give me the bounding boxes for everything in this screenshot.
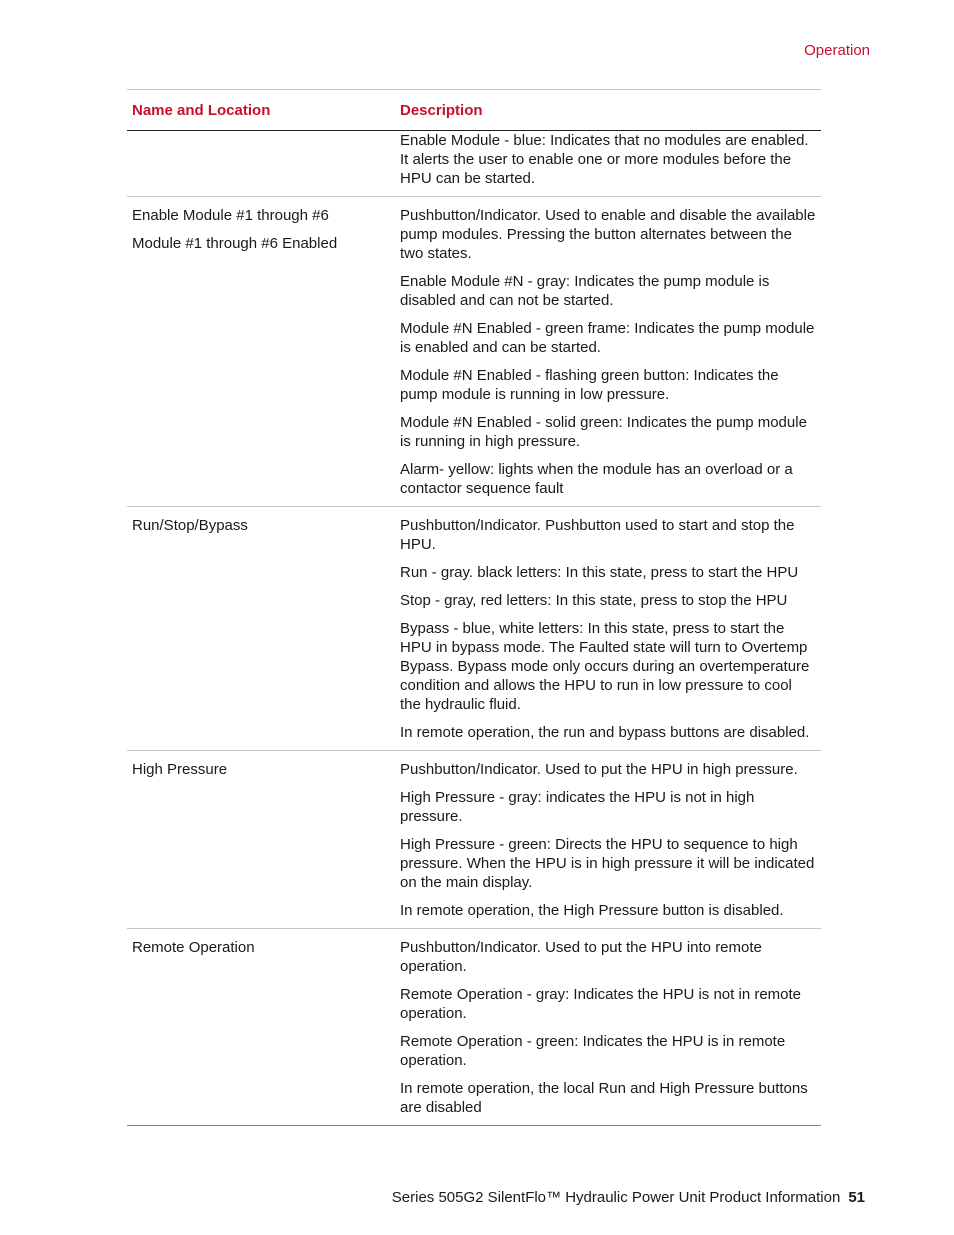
table-row: [127, 507, 821, 751]
table-row: [127, 929, 821, 1126]
control-name: Run/Stop/Bypass: [132, 517, 248, 534]
description-paragraph: High Pressure - green: Directs the HPU to sequence to high pressure. When the HPU is in high pressure it will be indicated on the main display.: [400, 836, 815, 891]
description-paragraph: Bypass - blue, white letters: In this state, press to start the HPU in bypass mode. The Faulted state will turn to Overtemp Bypass. Bypass mode only occurs during an overtemperature condition and allows the HPU to run in low pressure to cool the hydraulic fluid.: [400, 620, 810, 713]
description-cell: [395, 131, 821, 197]
description-paragraph: Alarm- yellow: lights when the module has an overload or a contactor sequence fault: [400, 461, 793, 497]
table-row: [127, 197, 821, 507]
description-paragraph: In remote operation, the run and bypass buttons are disabled.: [400, 724, 810, 741]
description-paragraph: Run - gray. black letters: In this state, press to start the HPU: [400, 564, 799, 581]
description-paragraph: Stop - gray, red letters: In this state, press to stop the HPU: [400, 592, 788, 609]
description-paragraph: Enable Module - blue: Indicates that no modules are enabled. It alerts the user to enable one or more modules before the HPU can be started.: [400, 132, 809, 187]
footer-title: Series 505G2 SilentFlo™ Hydraulic Power Unit Product Information: [391, 1189, 841, 1206]
description-paragraph: Pushbutton/Indicator. Used to put the HPU in high pressure.: [400, 761, 798, 778]
name-cell: [127, 507, 395, 751]
description-paragraph: Pushbutton/Indicator. Used to enable and disable the available pump modules. Pressing the button alternates between the two states.: [400, 207, 816, 262]
name-cell: [127, 929, 395, 1126]
name-cell: [127, 197, 395, 507]
description-paragraph: Module #N Enabled - green frame: Indicates the pump module is enabled and can be started.: [400, 320, 815, 356]
control-name: Module #1 through #6 Enabled: [132, 235, 338, 252]
description-cell: [395, 929, 821, 1126]
control-name: Enable Module #1 through #6: [132, 207, 329, 224]
description-cell: [395, 507, 821, 751]
description-cell: [395, 751, 821, 929]
description-paragraph: Enable Module #N - gray: Indicates the pump module is disabled and can not be started.: [400, 273, 770, 309]
description-paragraph: In remote operation, the local Run and High Pressure buttons are disabled: [400, 1080, 808, 1116]
column-header-description: Description: [395, 90, 821, 131]
page-footer: [392, 1189, 865, 1206]
description-paragraph: Remote Operation - green: Indicates the HPU is in remote operation.: [400, 1033, 786, 1069]
description-paragraph: Module #N Enabled - flashing green button: Indicates the pump module is running in low pressure.: [400, 367, 779, 403]
name-cell: [127, 131, 395, 197]
table-header-row: [127, 90, 821, 131]
table-row: [127, 751, 821, 929]
description-paragraph: High Pressure - gray: indicates the HPU is not in high pressure.: [400, 789, 755, 825]
description-paragraph: Remote Operation - gray: Indicates the HPU is not in remote operation.: [400, 986, 802, 1022]
page-number: 51: [848, 1189, 865, 1206]
control-name: High Pressure: [132, 761, 228, 778]
description-paragraph: Module #N Enabled - solid green: Indicates the pump module is running in high pressure.: [400, 414, 807, 450]
description-paragraph: Pushbutton/Indicator. Pushbutton used to start and stop the HPU.: [400, 517, 795, 553]
description-paragraph: Pushbutton/Indicator. Used to put the HPU into remote operation.: [400, 939, 762, 975]
description-paragraph: In remote operation, the High Pressure button is disabled.: [400, 902, 784, 919]
description-cell: [395, 197, 821, 507]
reference-table: [127, 89, 821, 1126]
table-row: [127, 131, 821, 197]
section-title: Operation: [804, 42, 870, 59]
column-header-name: Name and Location: [127, 90, 395, 131]
control-name: Remote Operation: [132, 939, 255, 956]
name-cell: [127, 751, 395, 929]
